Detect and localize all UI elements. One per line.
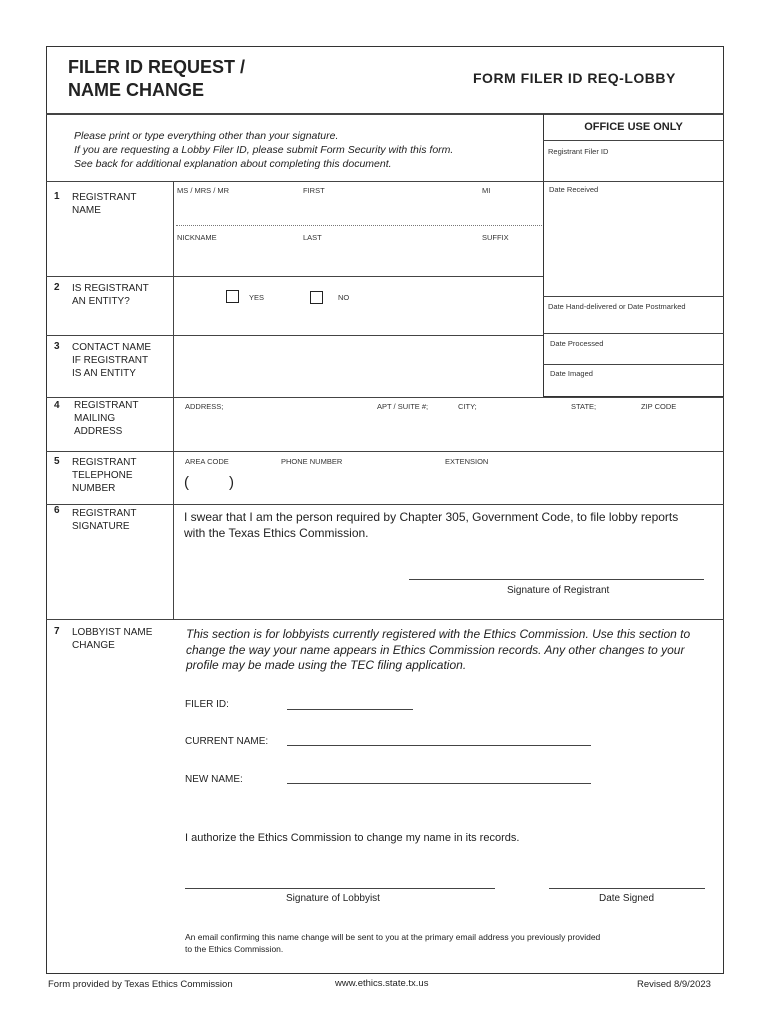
section-divider <box>46 451 724 452</box>
entity-no-checkbox[interactable] <box>310 291 323 304</box>
section-divider <box>46 335 543 336</box>
name-row-separator <box>176 225 542 226</box>
date-imaged-field[interactable]: Date Imaged <box>550 369 593 378</box>
office-divider <box>543 333 724 334</box>
entity-yes-label: YES <box>249 293 265 302</box>
footer-revised: Revised 8/9/2023 <box>637 979 711 990</box>
section-5-label <box>72 456 136 495</box>
label-column-divider <box>173 181 174 620</box>
lobbyist-signature-label: Signature of Lobbyist <box>286 893 380 904</box>
label-line: IS REGISTRANT <box>72 283 149 294</box>
registrant-filer-id-field[interactable]: Registrant Filer ID <box>548 147 609 156</box>
section-divider <box>46 504 724 505</box>
email-line: to the Ethics Commission. <box>185 944 284 954</box>
instruction-line: If you are requesting a Lobby Filer ID, please submit Form Security with this form. <box>74 144 454 156</box>
label-line: REGISTRANT <box>74 400 139 411</box>
label-line: ADDRESS <box>74 426 123 437</box>
intro-line: change the way your name appears in Ethics Commission records. Any other changes to your <box>186 642 685 657</box>
section-4-label <box>74 399 138 438</box>
instructions <box>74 129 453 171</box>
intro-line: This section is for lobbyists currently registered with the Ethics Commission. Use this section to <box>186 627 691 641</box>
form-title <box>68 56 245 102</box>
section-7-label <box>72 626 152 652</box>
registrant-signature-label: Signature of Registrant <box>507 585 610 596</box>
first-name-field[interactable]: FIRST <box>303 186 325 195</box>
office-divider <box>543 140 724 141</box>
office-divider <box>543 181 724 182</box>
section-2-number: 2 <box>54 282 60 293</box>
section-6-number: 6 <box>54 505 60 516</box>
lobbyist-signature-line[interactable] <box>185 888 495 889</box>
label-line: NUMBER <box>72 483 116 494</box>
middle-initial-field[interactable]: MI <box>482 186 491 195</box>
footer-website[interactable]: www.ethics.state.tx.us <box>335 978 429 989</box>
label-line: TELEPHONE <box>72 470 133 481</box>
label-line: AN ENTITY? <box>72 296 130 307</box>
new-name-input[interactable] <box>287 783 591 784</box>
form-number: FORM FILER ID REQ-LOBBY <box>473 70 676 86</box>
current-name-label: CURRENT NAME: <box>185 736 269 747</box>
footer-provider: Form provided by Texas Ethics Commission <box>48 979 233 990</box>
label-line: SIGNATURE <box>72 521 130 532</box>
office-use-title: OFFICE USE ONLY <box>584 121 683 133</box>
office-divider <box>543 364 724 365</box>
entity-no-label: NO <box>338 293 350 302</box>
label-line: REGISTRANT <box>72 457 137 468</box>
authorize-text: I authorize the Ethics Commission to change my name in its records. <box>185 832 520 844</box>
date-signed-label: Date Signed <box>599 893 655 904</box>
office-divider <box>543 296 724 297</box>
oath-text <box>184 510 678 541</box>
nickname-field[interactable]: NICKNAME <box>177 233 217 242</box>
title-line-1: FILER ID REQUEST / <box>68 57 246 77</box>
intro-line: profile may be made using the TEC filing application. <box>186 658 467 672</box>
email-line: An email confirming this name change will be sent to you at the primary email address you previously provided <box>185 932 601 942</box>
date-processed-field[interactable]: Date Processed <box>550 339 604 348</box>
area-code-field[interactable]: AREA CODE <box>185 457 229 466</box>
label-line: CHANGE <box>72 640 115 651</box>
date-signed-line[interactable] <box>549 888 705 889</box>
instruction-line: See back for additional explanation about completing this document. <box>74 158 392 170</box>
label-line: REGISTRANT <box>72 192 137 203</box>
label-line: IF REGISTRANT <box>72 355 149 366</box>
section-divider <box>46 397 724 398</box>
oath-line: with the Texas Ethics Commission. <box>184 525 369 540</box>
section-7-number: 7 <box>54 626 60 637</box>
last-name-field[interactable]: LAST <box>303 233 322 242</box>
label-line: MAILING <box>74 413 116 424</box>
section-1-number: 1 <box>54 191 60 202</box>
office-use-box <box>543 114 724 397</box>
contact-name-input[interactable] <box>176 338 540 394</box>
phone-number-field[interactable]: PHONE NUMBER <box>281 457 343 466</box>
extension-field[interactable]: EXTENSION <box>445 457 489 466</box>
state-field[interactable]: STATE; <box>571 402 597 411</box>
date-hand-delivered-field[interactable]: Date Hand-delivered or Date Postmarked <box>548 302 686 311</box>
instruction-line: Please print or type everything other than your signature. <box>74 130 339 142</box>
area-code-paren-open: ( <box>184 474 189 491</box>
section-5-number: 5 <box>54 456 60 467</box>
date-received-field[interactable]: Date Received <box>549 185 599 194</box>
label-line: REGISTRANT <box>72 508 137 519</box>
label-line: NAME <box>72 205 101 216</box>
section-2-label <box>72 282 149 308</box>
current-name-input[interactable] <box>287 745 591 746</box>
city-field[interactable]: CITY; <box>458 402 477 411</box>
section-divider <box>46 181 543 182</box>
apt-suite-field[interactable]: APT / SUITE #; <box>377 402 429 411</box>
lobbyist-intro <box>186 627 690 674</box>
oath-line: I swear that I am the person required by Chapter 305, Government Code, to file lobby reports <box>184 510 679 524</box>
registrant-signature-line[interactable] <box>409 579 704 580</box>
title-field[interactable]: MS / MRS / MR <box>177 186 230 195</box>
label-line: CONTACT NAME <box>72 342 152 353</box>
entity-yes-checkbox[interactable] <box>226 290 239 303</box>
section-divider <box>46 276 543 277</box>
label-line: IS AN ENTITY <box>72 368 136 379</box>
section-divider <box>46 619 724 620</box>
suffix-field[interactable]: SUFFIX <box>482 233 509 242</box>
email-notice <box>185 931 600 955</box>
section-3-label <box>72 341 151 380</box>
filer-id-input[interactable] <box>287 709 413 710</box>
section-6-label <box>72 507 136 533</box>
zip-code-field[interactable]: ZIP CODE <box>641 402 677 411</box>
new-name-label: NEW NAME: <box>185 774 243 785</box>
label-line: LOBBYIST NAME <box>72 627 153 638</box>
address-field[interactable]: ADDRESS; <box>185 402 224 411</box>
section-1-label <box>72 191 136 217</box>
section-3-number: 3 <box>54 341 60 352</box>
section-4-number: 4 <box>54 400 60 411</box>
filer-id-label: FILER ID: <box>185 699 229 710</box>
title-line-2: NAME CHANGE <box>68 80 205 100</box>
area-code-paren-close: ) <box>229 474 234 491</box>
